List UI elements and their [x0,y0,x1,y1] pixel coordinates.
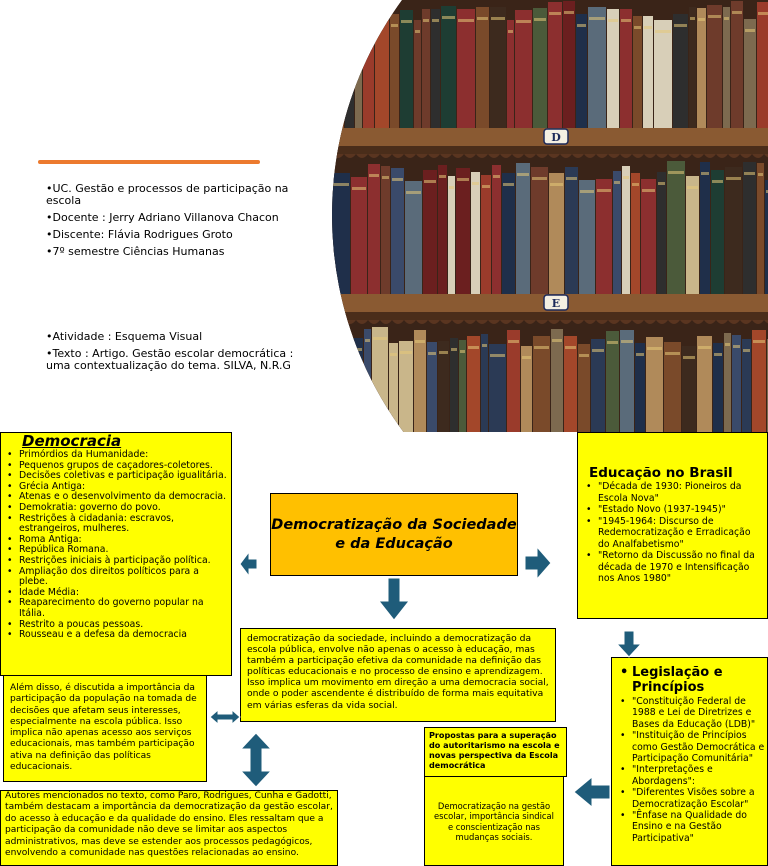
list-item: • Ampliação dos direitos políticos para a plebe. [3,567,229,588]
book-spine [363,6,374,128]
book-spine [502,173,515,294]
book-spine [414,330,426,432]
book-spine [507,20,514,128]
book-band [490,354,505,357]
gestao-box [424,776,564,866]
book-spine [355,19,362,128]
book-spine [438,165,447,294]
book-band [451,348,457,351]
book-band [352,187,366,190]
book-spine [697,336,712,432]
book-spine [459,340,466,432]
book-band [449,186,454,189]
book-band [516,20,531,23]
book-spine [533,336,550,432]
book-spine [641,179,656,294]
book-band [690,17,695,20]
book-band [432,19,439,22]
book-spine [673,14,688,128]
book-band [458,19,474,22]
book-band [566,177,577,180]
list-item: • Restrições à cidadania: escravos, estrangeiros, mulheres. [3,514,229,535]
book-spine [579,180,595,294]
book-spine [391,168,404,294]
book-band [477,17,488,20]
book-band [658,182,665,185]
book-band [333,183,349,186]
book-band [365,339,370,342]
book-spine [732,335,741,432]
book-spine [631,173,640,294]
text-reference-line: •Texto : Artigo. Gestão escolar democrática : uma contextualização do tema. SILVA, N.R.G [46,347,294,372]
book-spine [643,16,653,128]
book-spine [457,9,475,128]
book-spine [563,1,575,128]
book-band [698,346,711,349]
book-spine [667,161,685,294]
democratizacao-text: democratização da sociedade, incluindo a democratização da escola pública, envolve não apenas o acesso à educação, mas também a participação efetiva da comunidade na definição das políticas educacionais e no processo de ensino e aprendizagem. Isso implica um movimento em direção a uma democracia social, onde o poder ascendente é distribuído de forma mais equitativa em várias esferas da vida social. [247,633,549,711]
democratizacao-text-box [240,628,556,722]
book-band [472,182,479,185]
book-band [493,175,500,178]
list-item: • Demokratia: governo do povo. [3,503,229,514]
list-item: • "Constituição Federal de 1988 e Lei de Diretrizes e Bases da Educação (LDB)" [616,696,765,730]
book-band [400,351,412,354]
book-band [683,356,695,359]
list-item: • Restrições iniciais à participação política. [3,556,229,567]
accent-line [38,160,260,164]
book-spine [490,7,506,128]
book-band [564,11,574,14]
book-band [579,354,589,357]
book-band [401,20,412,23]
autores-box [0,790,338,866]
book-band [621,340,633,343]
book-band [415,30,420,33]
list-item: • "Diferentes Visões sobre a Democratização Escolar" [616,787,765,810]
book-spine [414,20,421,128]
book-spine [724,333,731,432]
book-band [608,19,618,22]
book-spine [405,181,422,294]
book-band [647,347,662,350]
book-band [580,190,594,193]
book-band [369,174,379,177]
book-band [726,177,741,180]
list-item: • República Romana. [3,545,229,556]
book-spine [743,162,756,294]
book-band [732,11,742,14]
book-spine [725,167,742,294]
book-band [356,29,361,32]
book-spine [700,162,710,294]
book-spine [456,168,470,294]
book-band [364,16,373,19]
legislacao-box [611,657,768,866]
book-spine [390,14,399,128]
book-band [642,189,655,192]
book-band [655,30,671,33]
list-item: • "Instituição de Princípios como Gestão Democrática e Participação Comunitária" [616,730,765,764]
book-band [351,348,362,351]
book-band [621,19,631,22]
book-band [636,353,644,356]
list-item: • "1945-1964: Discurso de Redemocratização e Erradicação do Analfabetismo" [582,516,765,551]
book-spine [492,165,501,294]
autores-text: Autores mencionados no texto, como Paro, Rodrigues, Cunha e Gadotti, também destacam a importância da democratização da gestão escolar, do acesso à educação e da qualidade do ensino. Eles ressaltam que a participação da comunidade não deve se limitar aos aspectos administrativos, mas deve se estender aos processos pedagógicos, envolvendo a comunidade nas questões relacionadas ao ensino. [5,791,333,859]
book-band [632,183,639,186]
list-item: • "Ênfase na Qualidade do Ensino e na Gestão Participativa" [616,810,765,844]
educacao-list [582,481,765,585]
democracia-list [3,450,229,641]
book-spine [368,164,380,294]
book-spine [533,8,547,128]
book-band [745,29,755,32]
shelf-label-d [544,129,568,144]
list-item: • Roma Antiga: [3,535,229,546]
book-band [517,173,529,176]
propostas-text: Propostas para a superação do autoritarismo na escola e novas perspectiva da Escola democrática [429,730,560,770]
book-spine [549,173,564,294]
book-band [439,351,448,354]
book-spine [664,342,681,432]
list-item: • "Década de 1930: Pioneiros da Escola Nova" [582,481,765,504]
book-band [491,17,505,20]
book-spine [345,9,354,128]
book-spine [731,1,743,128]
book-band [753,340,765,343]
book-spine [752,330,766,432]
arrow-up-down-icon [240,732,272,788]
book-band [589,17,605,20]
book-band [373,337,387,340]
mind-map-slide [0,432,768,866]
book-band [550,183,563,186]
book-spine [635,343,645,432]
legislacao-list [616,696,765,844]
book-band [415,340,425,343]
book-spine [515,10,532,128]
book-band [592,349,604,352]
book-band [460,350,465,353]
book-spine [438,341,449,432]
center-title: Democratização da Sociedade e da Educação [271,516,517,552]
book-spine [531,167,548,294]
title-slide [0,0,768,432]
book-band [714,353,722,356]
book-spine [516,163,530,294]
list-item: • "Estado Novo (1937-1945)" [582,504,765,516]
book-band [674,24,687,27]
book-band [346,19,353,22]
book-spine [471,172,480,294]
book-spine [707,5,722,128]
book-spine [400,10,413,128]
teacher-line: •Docente : Jerry Adriano Villanova Chacon [46,211,279,224]
book-spine [596,179,612,294]
book-spine [350,338,363,432]
book-band [439,175,446,178]
book-band [333,356,348,359]
book-spine [622,166,630,294]
book-band [565,346,576,349]
book-spine [431,9,440,128]
book-spine [711,170,724,294]
list-item: • Restrito a poucas pessoas. [3,620,229,631]
democracia-box [0,432,232,676]
book-band [614,181,620,184]
book-spine [423,170,437,294]
book-spine [427,342,437,432]
book-spine [578,344,590,432]
book-band [758,173,763,176]
book-band [744,172,755,175]
book-band [758,12,768,15]
book-spine [372,327,388,432]
list-item: • Decisões coletivas e participação igualitária. [3,471,229,482]
book-band [391,24,398,27]
propostas-box [424,727,567,777]
book-band [390,353,397,356]
book-band [534,346,549,349]
book-band [712,180,723,183]
book-band [382,176,389,179]
book-spine [467,336,480,432]
book-band [376,11,388,14]
book-spine [332,12,344,128]
book-band [724,17,729,20]
book-spine [332,173,350,294]
book-band [482,344,487,347]
book-spine [713,343,723,432]
bookshelf-photo [332,0,768,432]
book-spine [588,7,606,128]
book-spine [654,20,672,128]
book-band [644,26,652,29]
arrow-left-right-icon [209,708,241,726]
list-item: • Primórdios da Humanidade: [3,450,229,461]
book-band [733,345,740,348]
participacao-text: Além disso, é discutida a importância da participação da população na tomada de decisões que afetam seus interesses, especialmente na escola pública. Isso implica não apenas acesso aos serviços educacionais, mas também participação ativa na definição das políticas educacionais. [10,683,197,773]
book-spine [551,329,563,432]
book-band [687,186,698,189]
book-spine [448,176,455,294]
book-band [534,18,546,21]
book-spine [591,339,605,432]
book-spine [389,343,398,432]
book-spine [757,2,768,128]
gestao-text: Democratização na gestão escolar, importância sindical e conscientização nas mudanças sociais. [434,801,554,842]
activity-line: •Atividade : Esquema Visual [46,330,203,343]
book-spine [576,14,587,128]
book-spine [450,338,458,432]
book-spine [481,334,488,432]
list-item: • "Retorno da Discussão no final da década de 1970 e Intensificação nos Anos 1980" [582,550,765,585]
book-spine [351,177,367,294]
svg-text:E: E [551,297,561,310]
svg-text:D: D [551,131,561,144]
book-spine [657,172,666,294]
book-spine [620,9,632,128]
book-band [428,352,436,355]
educacao-brasil-title: Educação no Brasil [589,465,733,481]
book-band [482,185,490,188]
book-spine [742,339,751,432]
book-band [708,15,721,18]
book-band [503,183,514,186]
bookshelf-image [332,0,768,432]
book-band [552,339,562,342]
book-band [424,180,436,183]
book-band [549,12,561,15]
student-line: •Discente: Flávia Rodrigues Groto [46,228,233,241]
list-item: • Grécia Antiga: [3,482,229,493]
book-band [607,341,618,344]
book-spine [607,9,619,128]
book-band [522,356,531,359]
list-item: • Pequenos grupos de caçadores-coletores. [3,461,229,472]
participacao-box [3,675,207,782]
list-item: • "Interpretações e Abordagens": [616,764,765,787]
book-band [577,24,586,27]
book-band [623,176,629,179]
book-band [701,172,709,175]
shelf-label-e [544,295,568,310]
book-spine [375,1,389,128]
book-spine [697,8,706,128]
book-band [698,18,705,21]
book-spine [744,19,756,128]
democracia-title: Democracia [22,432,122,450]
semester-line: •7º semestre Ciências Humanas [46,245,225,258]
book-spine [606,331,619,432]
book-band [508,340,519,343]
book-band [468,346,479,349]
book-spine [476,7,489,128]
book-spine [422,9,430,128]
book-band [725,343,730,346]
book-spine [441,6,456,128]
book-band [392,178,403,181]
list-item: • Reaparecimento do governo popular na Itália. [3,598,229,619]
legislacao-title-list [616,665,765,695]
book-band [508,30,513,33]
book-band [665,352,680,355]
arrow-right-icon [524,546,552,580]
legislacao-title: • Legislação e Princípios [616,665,765,695]
center-title-box [270,493,518,576]
book-spine [489,344,506,432]
book-band [634,26,641,29]
list-item: • Idade Média: [3,588,229,599]
book-band [597,189,611,192]
arrow-left-large-icon [573,776,611,808]
book-spine [564,336,577,432]
book-spine [565,167,578,294]
book-band [406,191,421,194]
book-spine [723,7,730,128]
book-spine [399,341,413,432]
book-spine [613,171,621,294]
arrow-left-icon [239,551,259,577]
list-item: • Atenas e o desenvolvimento da democracia. [3,492,229,503]
book-spine [381,166,390,294]
book-spine [481,175,491,294]
book-band [442,16,455,19]
book-spine [689,7,696,128]
arrow-down-small-icon [616,630,642,658]
arrow-down-icon [378,577,410,621]
book-band [668,171,684,174]
educacao-brasil-box [577,432,768,619]
book-band [333,22,343,25]
book-band [743,349,750,352]
book-spine [364,329,371,432]
book-spine [507,330,520,432]
book-spine [620,330,634,432]
course-line: •UC. Gestão e processos de participação na escola [46,182,289,207]
book-spine [646,337,663,432]
book-spine [757,163,764,294]
book-band [457,178,469,181]
book-spine [686,176,699,294]
list-item: • Rousseau e a defesa da democracia [3,630,229,641]
book-spine [548,2,562,128]
book-band [532,177,547,180]
book-band [423,19,429,22]
book-spine [633,16,642,128]
